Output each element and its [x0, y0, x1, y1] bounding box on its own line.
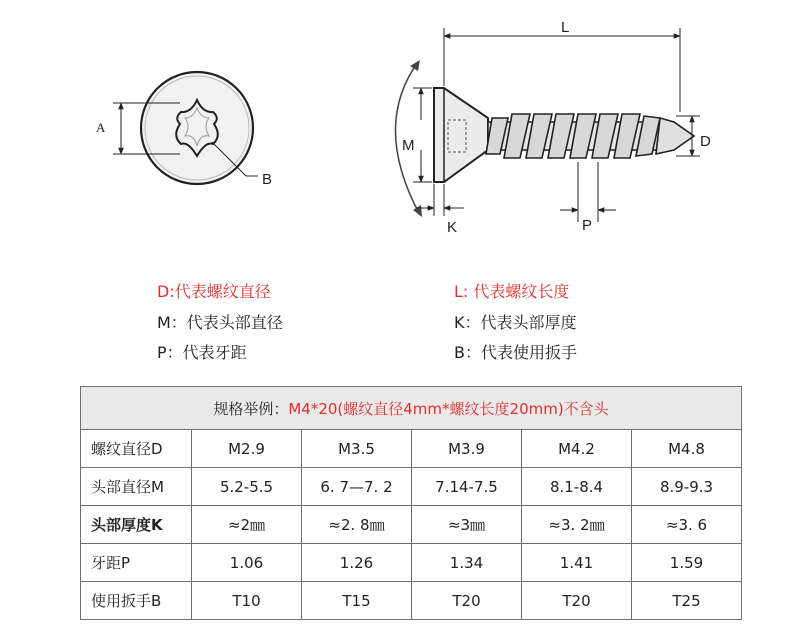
table-cell: M4.2: [522, 430, 632, 468]
table-cell: 1.06: [192, 544, 302, 582]
legend-L: L: 代表螺纹长度: [454, 282, 570, 301]
table-cell: ≈2. 8㎜: [302, 506, 412, 544]
table-cell: ≈3㎜: [412, 506, 522, 544]
table-cell: ≈3. 2㎜: [522, 506, 632, 544]
legend-M: M：代表头部直径: [157, 313, 283, 332]
caption-example: M4*20(螺纹直径4mm*螺纹长度20mm)不含头: [288, 399, 609, 418]
row-label: 使用扳手B: [81, 582, 192, 620]
row-label: 牙距P: [81, 544, 192, 582]
table-cell: 5.2-5.5: [192, 468, 302, 506]
table-cell: M3.5: [302, 430, 412, 468]
table-cell: 7.14-7.5: [412, 468, 522, 506]
table-row: [81, 430, 742, 468]
table-row: [81, 468, 742, 506]
table-cell: T20: [522, 582, 632, 620]
table-cell: T15: [302, 582, 412, 620]
table-row: [81, 582, 742, 620]
table-cell: T10: [192, 582, 302, 620]
table-cell: 1.59: [632, 544, 742, 582]
legend-P: P：代表牙距: [157, 343, 247, 362]
label-M: M: [402, 137, 415, 154]
table-cell: T25: [632, 582, 742, 620]
head-top-view: [96, 72, 272, 188]
table-cell: M2.9: [192, 430, 302, 468]
label-A: A: [96, 120, 106, 135]
caption-prefix: 规格举例：: [213, 399, 289, 418]
row-label: 头部厚度K: [81, 506, 192, 544]
row-label: 头部直径M: [81, 468, 192, 506]
table-caption-row: [81, 387, 742, 430]
table-cell: 1.41: [522, 544, 632, 582]
table-row: [81, 544, 742, 582]
label-K: K: [447, 219, 458, 236]
label-B: B: [262, 171, 273, 188]
row-label: 螺纹直径D: [81, 430, 192, 468]
table-cell: 1.26: [302, 544, 412, 582]
table-cell: M4.8: [632, 430, 742, 468]
legend-D: D:代表螺纹直径: [157, 282, 271, 301]
legend-B: B：代表使用扳手: [454, 343, 577, 362]
table-cell: 1.34: [412, 544, 522, 582]
table-caption: [81, 387, 742, 430]
table-cell: 8.9-9.3: [632, 468, 742, 506]
label-D: D: [700, 133, 711, 150]
spec-table: [80, 386, 742, 620]
table-cell: M3.9: [412, 430, 522, 468]
table-cell: 6. 7—7. 2: [302, 468, 412, 506]
legend-K: K：代表头部厚度: [454, 313, 577, 332]
table-cell: 8.1-8.4: [522, 468, 632, 506]
screw-side-view: [395, 19, 711, 236]
table-cell: T20: [412, 582, 522, 620]
table-row: [81, 506, 742, 544]
screw-diagram: [0, 0, 800, 270]
label-P: P: [582, 217, 593, 234]
label-L: L: [561, 19, 570, 36]
table-cell: ≈3. 6: [632, 506, 742, 544]
table-cell: ≈2㎜: [192, 506, 302, 544]
